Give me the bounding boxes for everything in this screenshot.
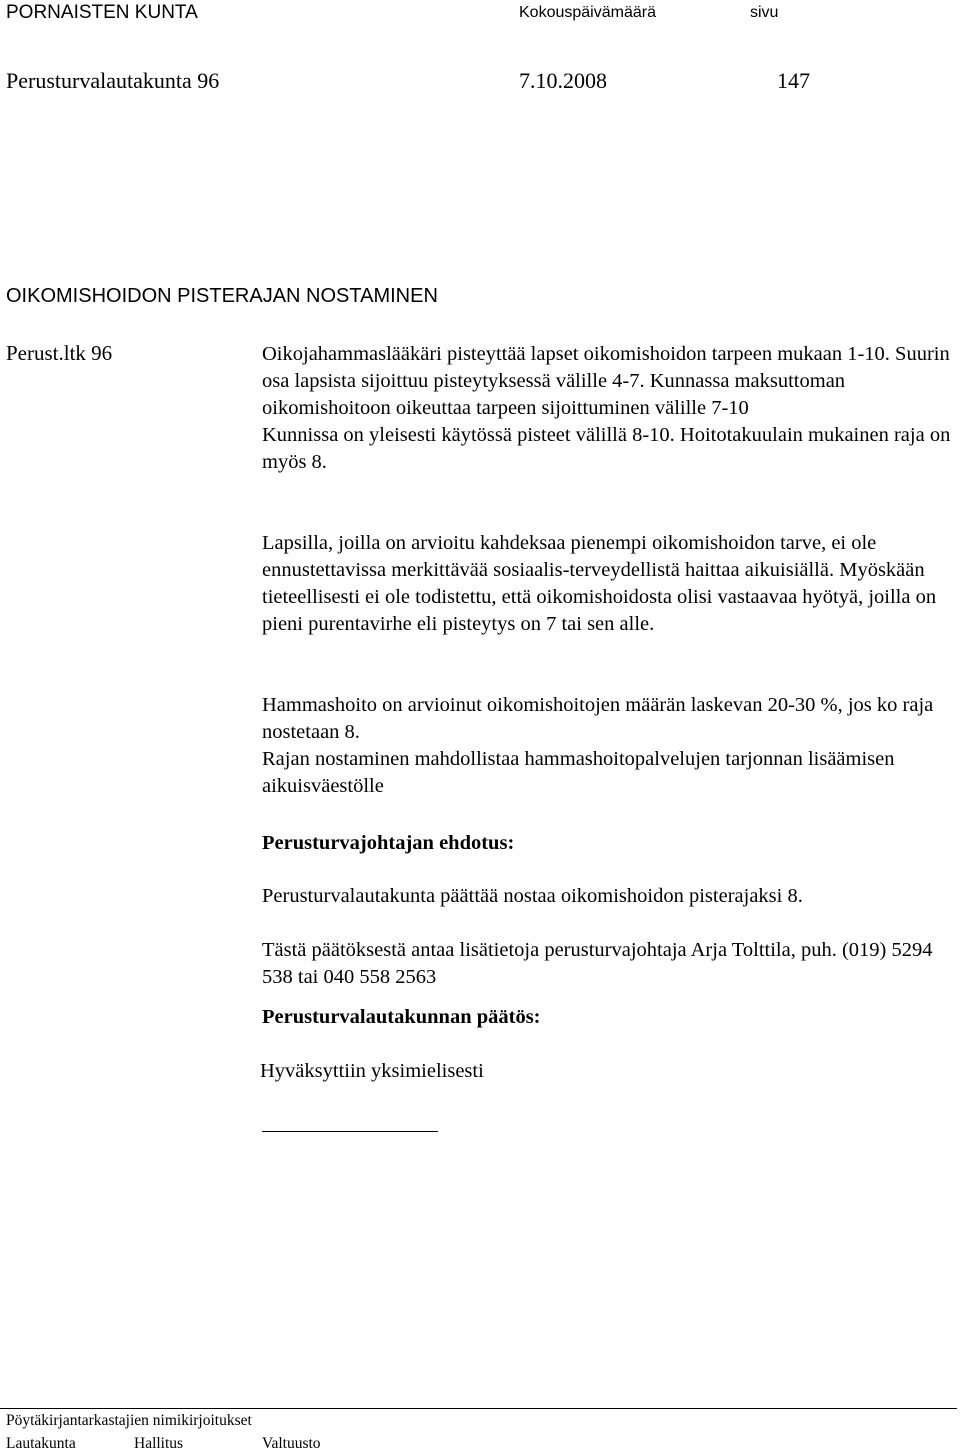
paragraph-text: Oikojahammaslääkäri pisteyttää lapset oikomishoidon tarpeen mukaan 1-10. Suurin osa lapsista sijoittuu pisteytyksessä välille 4-7. Kunnassa maksuttoman oikomishoitoon oikeuttaa tarpeen sijoittuminen välille 7-10 Kunnissa on yleisesti käytössä pisteet välillä 8-10. Hoitotakuulain mukainen raja on myös 8.: [262, 343, 951, 473]
footer-col-board: Lautakunta: [6, 1435, 76, 1452]
footer-divider: [0, 1408, 957, 1409]
paragraph-text: Lapsilla, joilla on arvioitu kahdeksaa pienempi oikomishoidon tarve, ei ole ennustettavissa merkittävää sosiaalis-terveydellistä haittaa aikuisiällä. Myöskään tieteellisesti ei ole todistettu, että oikomishoidosta olisi vastaavaa hyötyä, joilla on pieni purentavirhe eli pisteytys on 7 tai sen alle.: [262, 532, 937, 635]
board-section: Perusturvalautakunta 96: [6, 68, 220, 93]
item-title: OIKOMISHOIDON PISTERAJAN NOSTAMINEN: [6, 285, 438, 307]
paragraph-background: [262, 341, 952, 476]
page-header: [0, 0, 960, 26]
paragraph-impact: [262, 692, 952, 800]
item-reference: Perust.ltk 96: [6, 341, 113, 365]
proposal-text: Perusturvalautakunta päättää nostaa oikomishoidon pisterajaksi 8.: [262, 885, 803, 907]
footer-col-government: Hallitus: [134, 1435, 184, 1452]
paragraph-text: Hammashoito on arvioinut oikomishoitojen määrän laskevan 20-30 %, jos ko raja nostetaan 8. Rajan nostaminen mahdollistaa hammashoitopalvelujen tarjonnan lisäämisen aikuisväestölle: [262, 694, 934, 797]
proposal-heading: Perusturvajohtajan ehdotus:: [262, 832, 515, 854]
meeting-date-label: Kokouspäivämäärä: [519, 4, 656, 21]
signatures-label: Pöytäkirjantarkastajien nimikirjoitukset: [6, 1412, 252, 1429]
page-number: 147: [777, 68, 810, 93]
decision-heading: Perusturvalautakunnan päätös:: [262, 1006, 541, 1028]
signature-line: [262, 1131, 438, 1132]
paragraph-assessment: [262, 530, 952, 638]
footer-col-council: Valtuusto: [262, 1435, 321, 1452]
contact-text: Tästä päätöksestä antaa lisätietoja perusturvajohtaja Arja Tolttila, puh. (019) 5294 538 tai 040 558 2563: [262, 939, 933, 988]
meeting-date: 7.10.2008: [519, 68, 607, 93]
municipality-name: PORNAISTEN KUNTA: [6, 2, 198, 23]
decision-text: Hyväksyttiin yksimielisesti: [260, 1060, 484, 1082]
page-label: sivu: [750, 4, 779, 21]
page-subheader: [0, 68, 960, 98]
